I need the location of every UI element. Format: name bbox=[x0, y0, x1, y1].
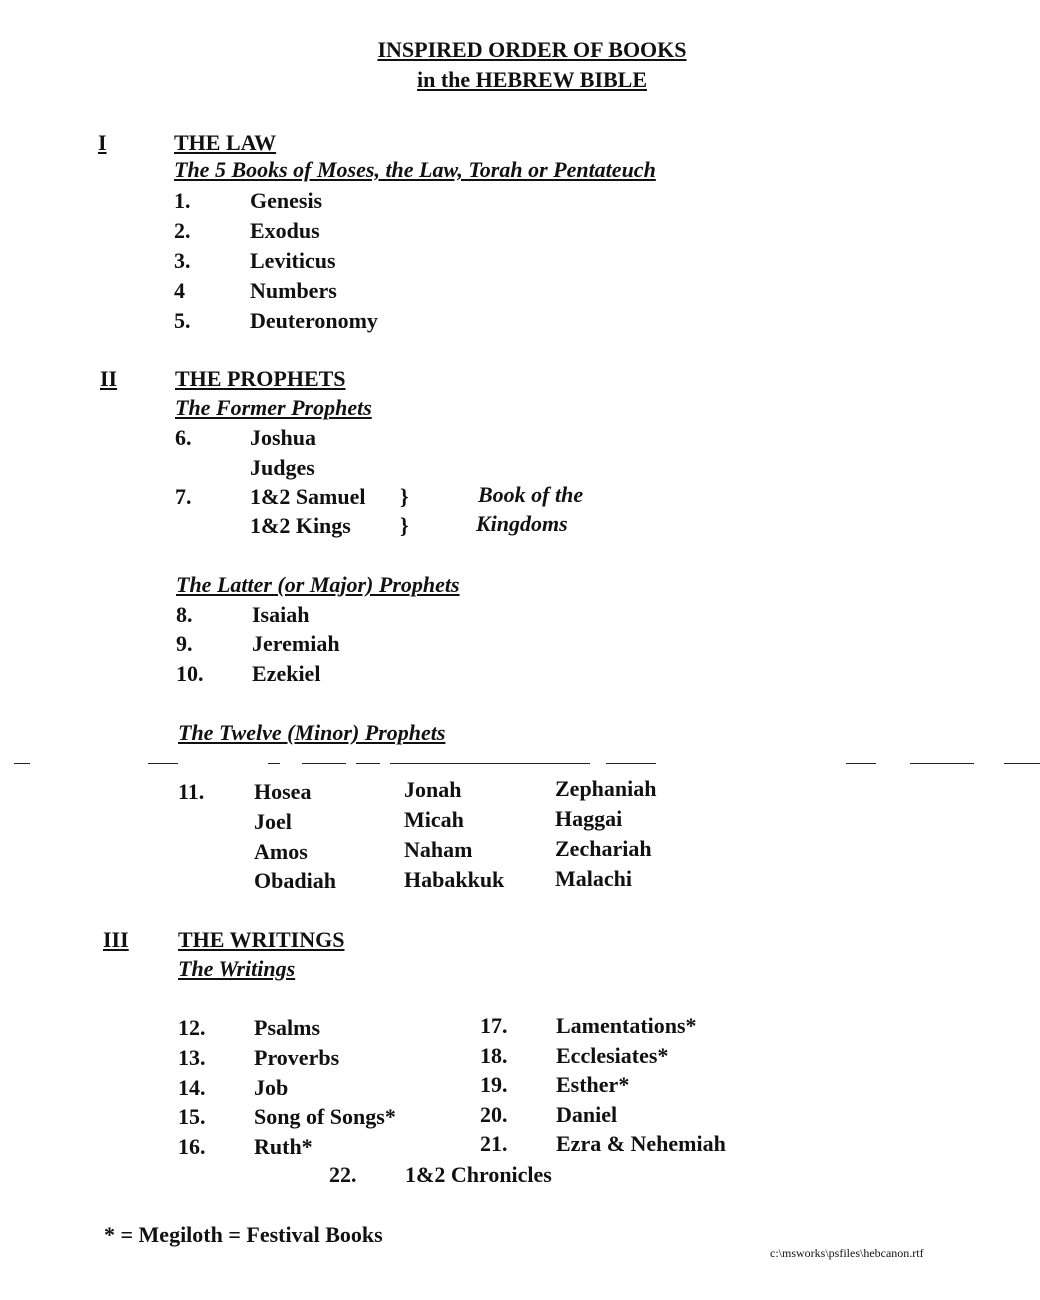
document-title: INSPIRED ORDER OF BOOKS bbox=[377, 37, 687, 62]
footnote: * = Megiloth = Festival Books bbox=[104, 1222, 383, 1247]
book-number: 3. bbox=[174, 248, 191, 273]
book-number: 10. bbox=[176, 661, 204, 686]
minor-prophet: Hosea bbox=[254, 779, 312, 804]
section-numeral-writings: III bbox=[103, 927, 129, 952]
book-number: 14. bbox=[178, 1075, 206, 1100]
book-name: Lamentations* bbox=[556, 1013, 697, 1038]
book-number: 18. bbox=[480, 1043, 508, 1068]
book-number: 21. bbox=[480, 1131, 508, 1156]
scan-line bbox=[148, 763, 178, 764]
book-number: 2. bbox=[174, 218, 191, 243]
book-name: Leviticus bbox=[250, 248, 336, 273]
subheading-latter-prophets: The Latter (or Major) Prophets bbox=[176, 572, 460, 597]
scan-line bbox=[14, 763, 30, 764]
minor-prophet: Jonah bbox=[404, 777, 462, 802]
book-number: 11. bbox=[178, 779, 205, 804]
book-name: Numbers bbox=[250, 278, 337, 303]
book-name: Song of Songs* bbox=[254, 1104, 396, 1129]
minor-prophet: Zechariah bbox=[555, 836, 652, 861]
book-name: Ezekiel bbox=[252, 661, 321, 686]
book-name: Genesis bbox=[250, 188, 323, 213]
scan-line bbox=[846, 763, 876, 764]
brace: } bbox=[400, 513, 409, 538]
book-number: 13. bbox=[178, 1045, 206, 1070]
book-number: 9. bbox=[176, 631, 193, 656]
minor-prophet: Obadiah bbox=[254, 868, 336, 893]
book-name: Psalms bbox=[254, 1015, 320, 1040]
book-number: 15. bbox=[178, 1104, 206, 1129]
book-name: 1&2 Chronicles bbox=[405, 1162, 552, 1187]
book-name: Jeremiah bbox=[252, 631, 340, 656]
book-name: Exodus bbox=[250, 218, 320, 243]
section-heading-law: THE LAW bbox=[174, 130, 277, 155]
minor-prophet: Joel bbox=[254, 809, 292, 834]
subheading-writings: The Writings bbox=[178, 956, 296, 981]
book-name: Ezra & Nehemiah bbox=[556, 1131, 726, 1156]
book-number: 5. bbox=[174, 308, 191, 333]
minor-prophet: Amos bbox=[254, 839, 308, 864]
book-name: Esther* bbox=[556, 1072, 630, 1097]
scan-line bbox=[910, 763, 974, 764]
book-name: Deuteronomy bbox=[250, 308, 378, 333]
document-subtitle: in the HEBREW BIBLE bbox=[416, 67, 648, 92]
book-number: 1. bbox=[174, 188, 191, 213]
book-name: Judges bbox=[250, 455, 315, 480]
kingdoms-note: Kingdoms bbox=[476, 511, 568, 536]
scan-line bbox=[302, 763, 346, 764]
book-name: 1&2 Kings bbox=[250, 513, 351, 538]
book-number: 20. bbox=[480, 1102, 508, 1127]
scan-line bbox=[356, 763, 380, 764]
book-number: 4 bbox=[174, 278, 185, 303]
minor-prophet: Zephaniah bbox=[555, 776, 657, 801]
book-number: 7. bbox=[175, 484, 192, 509]
book-name: Joshua bbox=[250, 425, 317, 450]
subheading-former-prophets: The Former Prophets bbox=[175, 395, 372, 420]
file-path: c:\msworks\psfiles\hebcanon.rtf bbox=[770, 1246, 924, 1260]
book-name: Ruth* bbox=[254, 1134, 313, 1159]
section-numeral-prophets: II bbox=[100, 366, 118, 391]
subheading-twelve-prophets: The Twelve (Minor) Prophets bbox=[178, 720, 446, 745]
section-subheading-law: The 5 Books of Moses, the Law, Torah or Pentateuch bbox=[174, 157, 656, 182]
scan-line bbox=[1004, 763, 1040, 764]
section-numeral-law: I bbox=[98, 130, 107, 155]
brace: } bbox=[400, 484, 409, 509]
book-number: 17. bbox=[480, 1013, 508, 1038]
book-name: 1&2 Samuel bbox=[250, 484, 366, 509]
section-heading-writings: THE WRITINGS bbox=[178, 927, 345, 952]
book-name: Ecclesiates* bbox=[556, 1043, 669, 1068]
book-name: Isaiah bbox=[252, 602, 310, 627]
book-number: 12. bbox=[178, 1015, 206, 1040]
minor-prophet: Haggai bbox=[555, 806, 623, 831]
scan-line bbox=[390, 763, 590, 764]
book-number: 6. bbox=[175, 425, 192, 450]
book-number: 8. bbox=[176, 602, 193, 627]
minor-prophet: Micah bbox=[404, 807, 464, 832]
minor-prophet: Naham bbox=[404, 837, 473, 862]
book-name: Job bbox=[254, 1075, 289, 1100]
section-heading-prophets: THE PROPHETS bbox=[175, 366, 346, 391]
book-number: 19. bbox=[480, 1072, 508, 1097]
book-number: 22. bbox=[329, 1162, 357, 1187]
book-number: 16. bbox=[178, 1134, 206, 1159]
minor-prophet: Malachi bbox=[555, 866, 632, 891]
minor-prophet: Habakkuk bbox=[404, 867, 505, 892]
book-name: Proverbs bbox=[254, 1045, 340, 1070]
kingdoms-note: Book of the bbox=[478, 482, 584, 507]
book-name: Daniel bbox=[556, 1102, 618, 1127]
scan-line bbox=[268, 763, 280, 764]
scan-line bbox=[606, 763, 656, 764]
